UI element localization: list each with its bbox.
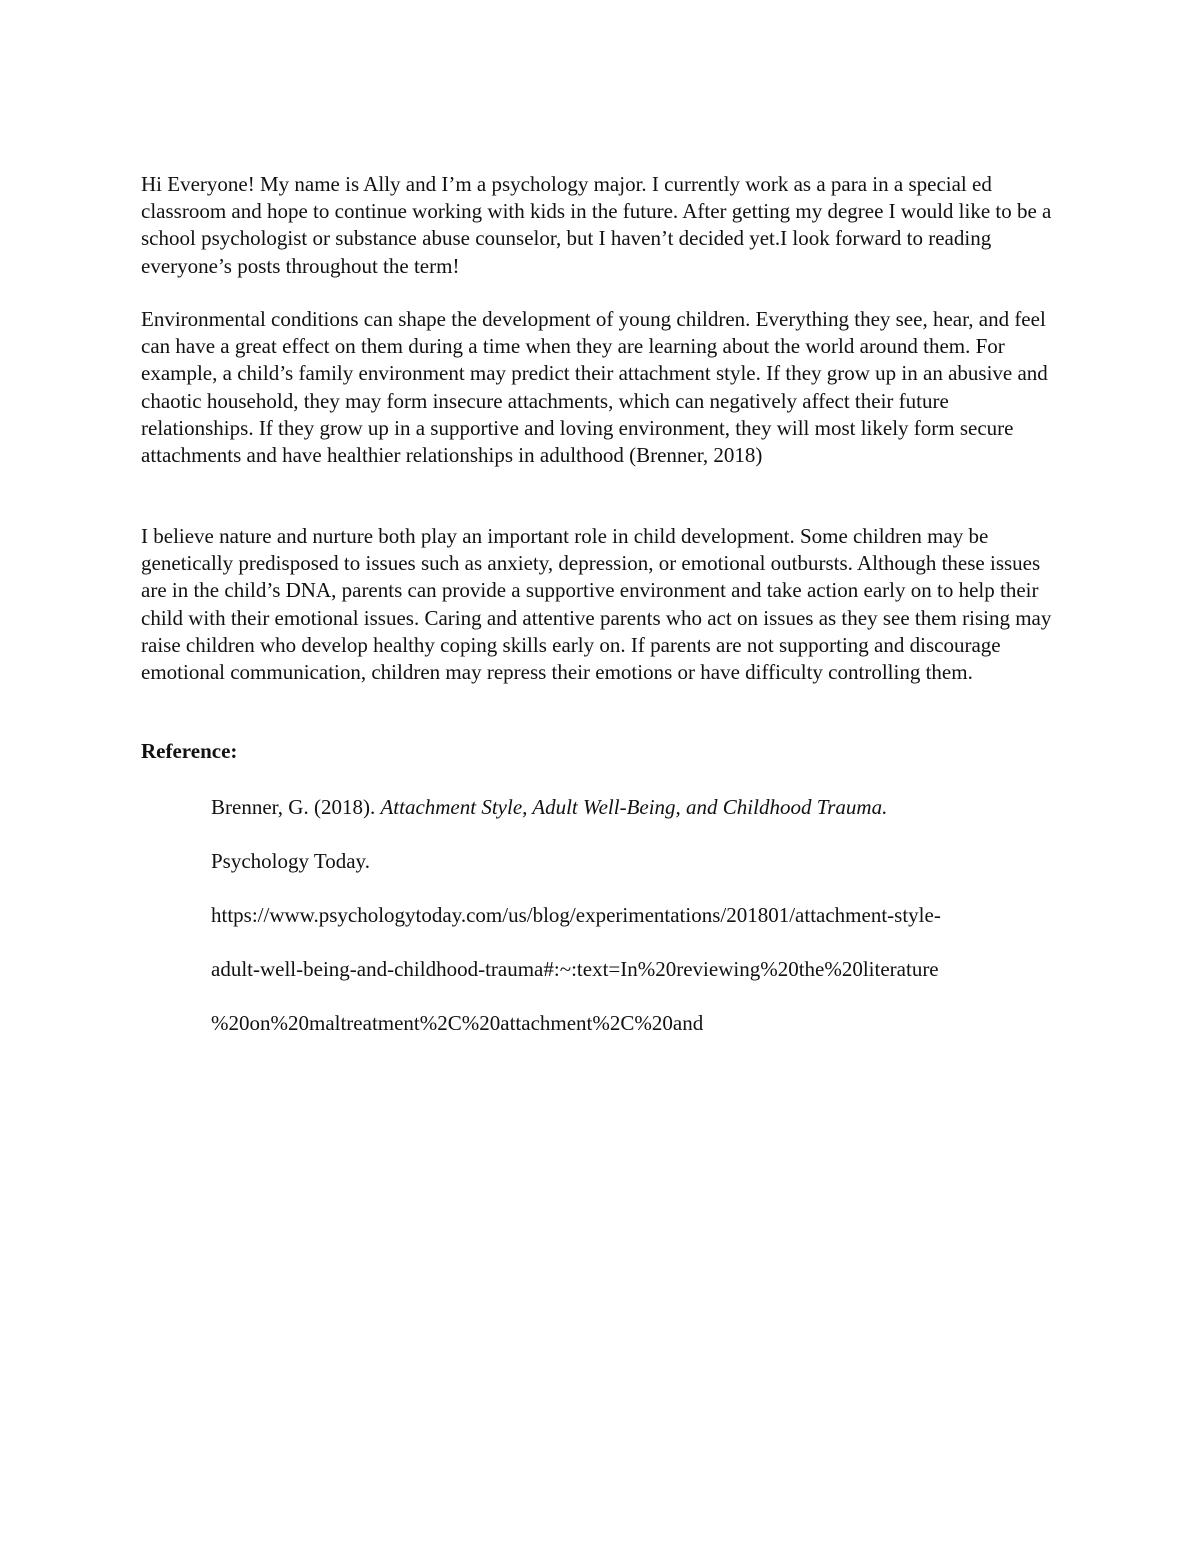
reference-citation <box>211 795 1091 820</box>
environment-paragraph: Environmental conditions can shape the development of young children. Everything they see, hear, and feel can have a great effect on them during a time when they are learning about the world around them. For example, a child’s family environment may predict their attachment style. If they grow up in an abusive and chaotic household, they may form insecure attachments, which can negatively affect their future relationships. If they grow up in a supportive and loving environment, they will most likely form secure attachments and have healthier relationships in adulthood (Brenner, 2018) <box>141 307 1048 468</box>
reference-title: Attachment Style, Adult Well-Being, and Childhood Trauma. <box>380 795 888 819</box>
reference-url-line-1: https://www.psychologytoday.com/us/blog/experimentations/201801/attachment-style- <box>211 903 941 927</box>
nature-nurture-paragraph: I believe nature and nurture both play an important role in child development. Some children may be genetically predisposed to issues such as anxiety, depression, or emotional outbursts. Although these issues are in the child’s DNA, parents can provide a supportive environment and take action early on to help their child with their emotional issues. Caring and attentive parents who act on issues as they see them rising may raise children who develop healthy coping skills early on. If parents are not supporting and discourage emotional communication, children may repress their emotions or have difficulty controlling them. <box>141 524 1052 685</box>
reference-url-line-2: adult-well-being-and-childhood-trauma#:~:text=In%20reviewing%20the%20literature <box>211 957 939 981</box>
reference-url-line-3: %20on%20maltreatment%2C%20attachment%2C%20and <box>211 1011 704 1035</box>
intro-paragraph: Hi Everyone! My name is Ally and I’m a psychology major. I currently work as a para in a special ed classroom and hope to continue working with kids in the future. After getting my degree I would like to be a school psychologist or substance abuse counselor, but I haven’t decided yet.I look forward to reading everyone’s posts throughout the term! <box>141 172 1052 278</box>
reference-heading: Reference: <box>141 739 238 763</box>
reference-publisher: Psychology Today. <box>211 849 370 873</box>
reference-author-year: Brenner, G. (2018). <box>211 795 381 819</box>
